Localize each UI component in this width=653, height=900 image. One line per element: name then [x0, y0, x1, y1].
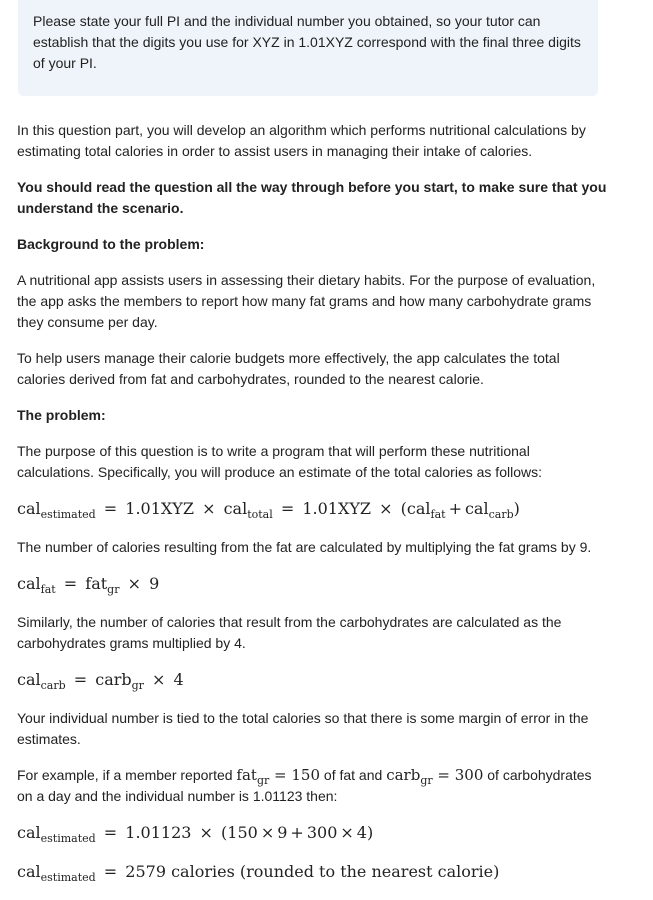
example-paragraph: For example, if a member reported fat$_{gr}$ = 150 of fat and carb$_{gr}$ = 300 of carbohydrates on a day and the individual number is 1.01123 then: [17, 766, 592, 804]
read-note: You should read the question all the way through before you start, to make sure that you understand the scenario. [17, 179, 607, 216]
pi-notice [18, 0, 598, 96]
eq1-mid: cal$_{total}$ [223, 499, 273, 521]
eq1-t1: cal$_{fat}$ [406, 499, 446, 521]
equation-carb: cal$_{carb}$ = carb$_{gr}$ × 4 [17, 670, 184, 692]
carb-paragraph: Similarly, the number of calories that result from the carbohydrates are calculated as the carbohydrates grams multiplied by 4. [17, 614, 562, 651]
intro-paragraph: In this question part, you will develop an algorithm which performs nutritional calculations by estimating total calories in order to assist users in managing their intake of calories. [17, 122, 586, 159]
eq1-factor2: 1.01XYZ [302, 499, 372, 518]
problem-paragraph: The purpose of this question is to write a program that will perform these nutritional calculations. Specifically, you will produce an estimate of the total calories as follows: [17, 443, 542, 480]
equation-estimated-total: cal$_{estimated}$ = 1.01XYZ × cal$_{total}$ = 1.01XYZ × (cal$_{fat}$ + cal$_{carb}$) [17, 499, 520, 521]
eq1-factor: 1.01XYZ [125, 499, 194, 518]
margin-paragraph: Your individual number is tied to the total calories so that there is some margin of error in the estimates. [17, 710, 589, 747]
fat-paragraph: The number of calories resulting from the fat are calculated by multiplying the fat grams by 9. [17, 539, 592, 555]
question-content [17, 120, 607, 900]
background-paragraph-2: To help users manage their calorie budgets more effectively, the app calculates the total calories derived from fat and carbohydrates, rounded to the nearest calorie. [17, 350, 560, 387]
equation-fat: cal$_{fat}$ = fat$_{gr}$ × 9 [17, 574, 160, 596]
problem-heading: The problem: [17, 407, 106, 423]
equation-example-calc: cal$_{estimated}$ = 1.01123 × (150 × 9 + 300 × 4) [17, 823, 374, 845]
background-heading: Background to the problem: [17, 236, 205, 252]
pi-notice-text: Please state your full PI and the individual number you obtained, so your tutor can establish that the digits you use for XYZ in 1.01XYZ correspond with the final three digits of your PI. [33, 13, 581, 71]
eq1-lhs: cal$_{estimated}$ [17, 499, 96, 521]
equation-example-result: cal$_{estimated}$ = 2579 calories (rounded to the nearest calorie) [17, 862, 500, 884]
eq1-t2: cal$_{carb}$ [464, 499, 514, 521]
background-paragraph-1: A nutritional app assists users in assessing their dietary habits. For the purpose of evaluation, the app asks the members to report how many fat grams and how many carbohydrate grams they consume per day. [17, 272, 596, 330]
